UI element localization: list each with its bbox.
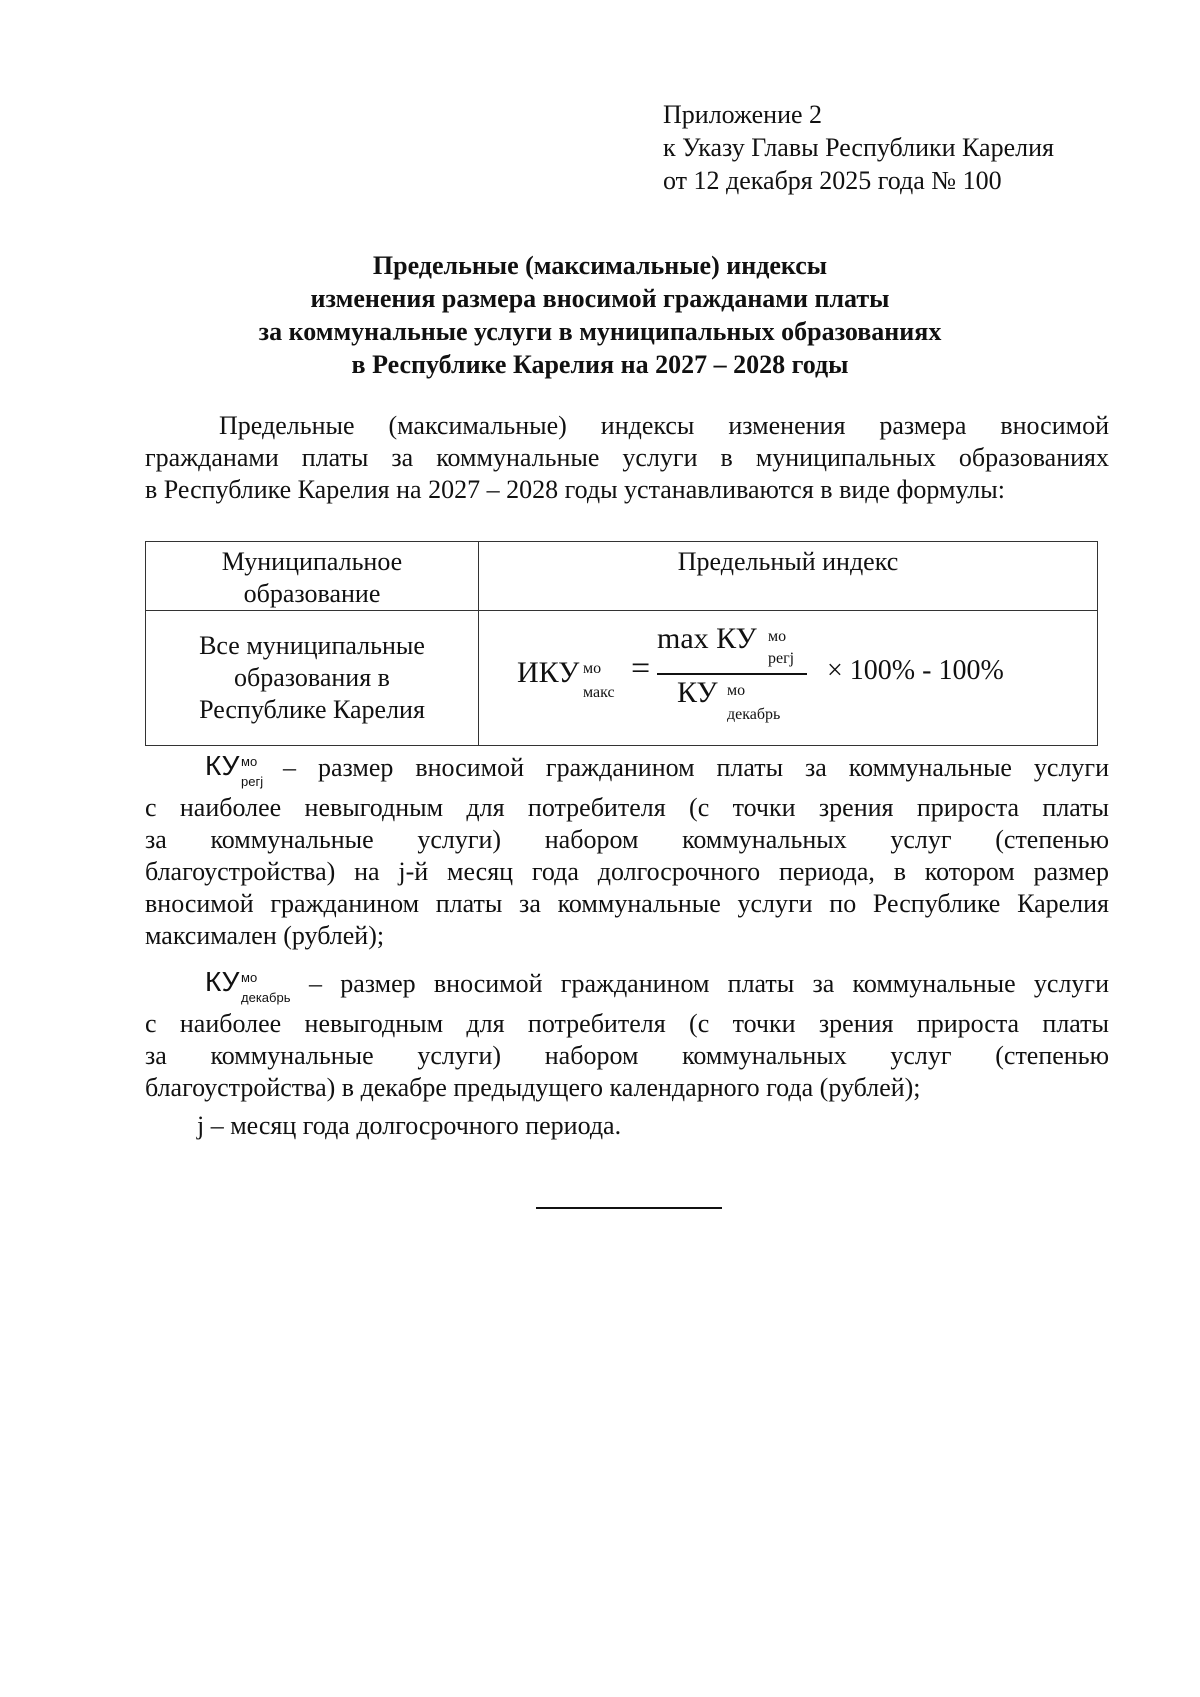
formula-lhs-sup: мо <box>583 660 602 677</box>
def2-first-line <box>145 966 1109 1005</box>
header-cell-municipality <box>146 542 479 611</box>
row-cell-formula <box>479 611 1098 746</box>
document-title <box>120 249 1080 381</box>
formula-numerator-sup: мо <box>768 628 787 645</box>
formula-denominator: КУ <box>677 676 718 709</box>
def1-line-1: – размер вносимой гражданином платы за коммунальные услуги <box>283 753 1109 782</box>
def3-line-1: j – месяц года долгосрочного периода. <box>197 1111 622 1140</box>
symbol-ku-reg <box>205 750 283 789</box>
appendix-line-1: Приложение 2 <box>663 100 823 129</box>
header-col1-line-1: Муниципальное <box>221 547 403 576</box>
def1-first-line <box>145 750 1109 789</box>
formula-equals: = <box>631 650 651 687</box>
symbol-base: КУ <box>205 966 240 997</box>
formula-lhs-sub: макс <box>583 684 615 701</box>
def1-line-4: благоустройства) на j-й месяц года долгосрочного периода, в котором размер <box>145 857 1109 886</box>
appendix-line-3: от 12 декабря 2025 года № 100 <box>663 166 1002 195</box>
table-header-row <box>146 542 1098 611</box>
definition-2 <box>145 968 1109 1104</box>
formula-table <box>145 541 1098 746</box>
row-cell-municipality <box>146 611 479 746</box>
row-col1-line-3: Республике Карелия <box>199 695 425 724</box>
row-col1-line-2: образования в <box>234 663 390 692</box>
header-col1-line-2: образование <box>243 579 381 608</box>
formula-denominator-sup: мо <box>727 682 746 699</box>
symbol-ku-december <box>205 966 309 1005</box>
def2-line-4: благоустройства) в декабре предыдущего календарного года (рублей); <box>145 1073 921 1102</box>
formula-denominator-sub: декабрь <box>727 706 781 723</box>
title-line-2: изменения размера вносимой гражданами платы <box>310 284 890 313</box>
formula-tail: × 100% - 100% <box>827 655 1004 686</box>
intro-line-3: в Республике Карелия на 2027 – 2028 годы устанавливаются в виде формулы: <box>145 475 1005 504</box>
closing-rule <box>536 1207 722 1209</box>
row-col1-line-1: Все муниципальные <box>199 631 425 660</box>
index-formula <box>479 611 1097 745</box>
table-row <box>146 611 1098 746</box>
intro-paragraph <box>145 410 1109 506</box>
formula-numerator-sub: регj <box>768 650 795 667</box>
title-line-3: за коммунальные услуги в муниципальных образованиях <box>258 317 942 346</box>
appendix-header <box>663 98 1054 197</box>
formula-lhs: ИКУ <box>517 656 580 689</box>
symbol-sup: мо <box>241 970 258 985</box>
def2-line-2: с наиболее невыгодным для потребителя (с точки зрения прироста платы <box>145 1009 1109 1038</box>
def1-line-6: максимален (рублей); <box>145 921 385 950</box>
title-line-1: Предельные (максимальные) индексы <box>372 251 828 280</box>
header-col2-text: Предельный индекс <box>677 547 899 576</box>
intro-line-2: гражданами платы за коммунальные услуги в муниципальных образованиях <box>145 443 1109 472</box>
symbol-sup: мо <box>241 754 258 769</box>
intro-line-1: Предельные (максимальные) индексы изменения размера вносимой <box>219 411 1109 440</box>
appendix-line-2: к Указу Главы Республики Карелия <box>663 133 1054 162</box>
symbol-sub: регj <box>241 774 264 789</box>
definition-1 <box>145 752 1109 952</box>
def2-line-1: – размер вносимой гражданином платы за коммунальные услуги <box>309 969 1109 998</box>
def1-line-3: за коммунальные услуги) набором коммунальных услуг (степенью <box>145 825 1109 854</box>
def1-line-5: вносимой гражданином платы за коммунальные услуги по Республике Карелия <box>145 889 1109 918</box>
symbol-sub: декабрь <box>241 990 291 1005</box>
symbol-base: КУ <box>205 750 240 781</box>
definition-3 <box>145 1110 1109 1142</box>
formula-numerator: max КУ <box>657 622 757 655</box>
title-line-4: в Республике Карелия на 2027 – 2028 годы <box>351 350 849 379</box>
def2-line-3: за коммунальные услуги) набором коммунальных услуг (степенью <box>145 1041 1109 1070</box>
def1-line-2: с наиболее невыгодным для потребителя (с точки зрения прироста платы <box>145 793 1109 822</box>
header-cell-index <box>479 542 1098 611</box>
